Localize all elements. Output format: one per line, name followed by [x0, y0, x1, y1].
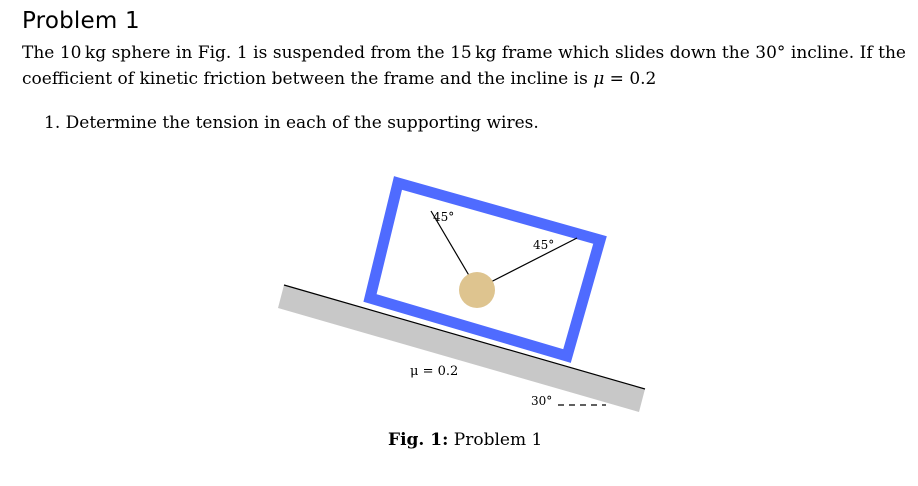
- statement-line-2-text: coefficient of kinetic friction between the frame and the incline is: [22, 69, 594, 89]
- statement-line-1: The 10 kg sphere in Fig. 1 is suspended from the 15 kg frame which slides down the 30° incline. If the: [22, 43, 906, 63]
- statement-line-2-value: = 0.2: [604, 69, 657, 89]
- wire-right-angle-label: 45°: [533, 238, 555, 252]
- sphere: [459, 272, 495, 308]
- problem-title: Problem 1: [22, 8, 140, 34]
- wire-left-angle-label: 45°: [433, 210, 455, 224]
- incline-angle-label: 30°: [531, 394, 553, 408]
- figure-caption-text: Problem 1: [453, 430, 543, 450]
- figure-caption-prefix: Fig. 1:: [388, 430, 449, 450]
- task-text: Determine the tension in each of the supporting wires.: [65, 113, 539, 133]
- figure-caption: [388, 430, 542, 450]
- task-number: 1.: [44, 113, 61, 133]
- mu-symbol: μ: [593, 69, 605, 89]
- friction-label: μ = 0.2: [410, 364, 459, 379]
